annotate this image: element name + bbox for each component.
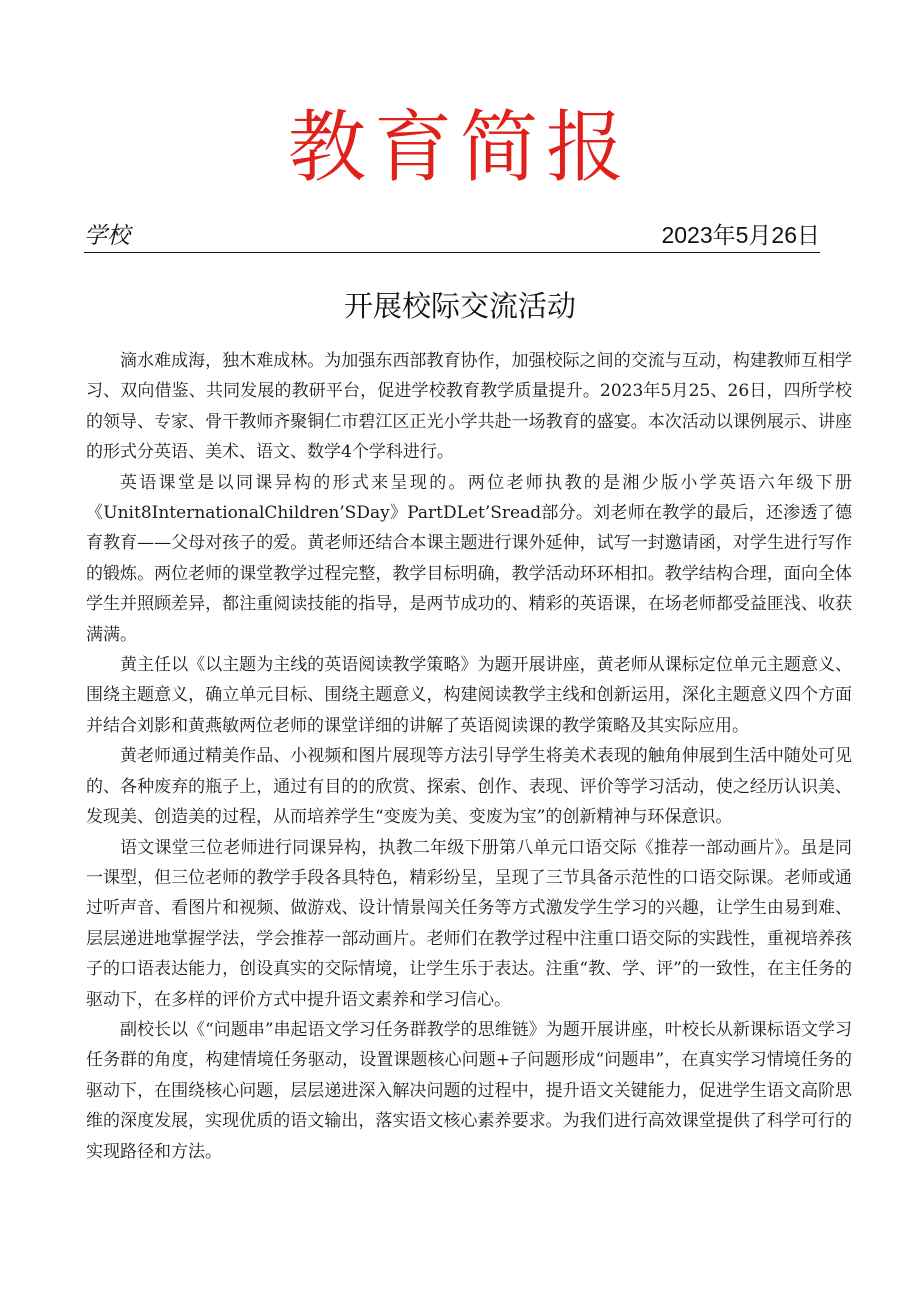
paragraph-art-class: 黄老师通过精美作品、小视频和图片展现等方法引导学生将美术表现的触角伸展到生活中随处可见的、各种废弃的瓶子上，通过有目的的欣赏、探索、创作、表现、评价等学习活动，使之经历认识美、发现美、创造美的过程，从而培养学生“变废为美、变废为宝”的创新精神与环保意识。 xyxy=(86,746,852,828)
paragraph-intro: 滴水难成海，独木难成林。为加强东西部教育协作，加强校际之间的交流与互动，构建教师互相学习、双向借鉴、共同发展的教研平台，促进学校教育教学质量提升。2023年5月25、26日，四所学校的领导、专家、骨干教师齐聚铜仁市碧江区正光小学共赴一场教育的盛宴。本次活动以课例展示、讲座的形式分英语、美术、语文、数学4个学科进行。 xyxy=(86,351,852,463)
school-label: 学校 xyxy=(84,223,130,249)
paragraph-english-lecture: 黄主任以《以主题为主线的英语阅读教学策略》为题开展讲座，黄老师从课标定位单元主题意义、围绕主题意义，确立单元目标、围绕主题意义，构建阅读教学主线和创新运用，深化主题意义四个方面并结合刘影和黄燕敏两位老师的课堂详细的讲解了英语阅读课的教学策略及其实际应用。 xyxy=(86,655,852,736)
issue-date: 2023年5月26日 xyxy=(661,222,820,248)
info-row xyxy=(84,222,820,253)
paragraph-english-class: 英语课堂是以同课异构的形式来呈现的。两位老师执教的是湘少版小学英语六年级下册《Unit8InternationalChildren’SDay》PartDLet’Sread部分。刘老师在教学的最后，还渗透了德育教育——父母对孩子的爱。黄老师还结合本课主题进行课外延伸，试写一封邀请函，对学生进行写作的锻炼。两位老师的课堂教学过程完整，教学目标明确，教学活动环环相扣。教学结构合理，面向全体学生并照顾差异，都注重阅读技能的指导，是两节成功的、精彩的英语课，在场老师都受益匪浅、收获满满。 xyxy=(86,472,852,645)
paragraph-chinese-lecture: 副校长以《“问题串”串起语文学习任务群教学的思维链》为题开展讲座，叶校长从新课标语文学习任务群的角度，构建情境任务驱动，设置课题核心问题+子问题形成“问题串”，在真实学习情境任务的驱动下，在围绕核心问题，层层递进深入解决问题的过程中，提升语文关键能力，促进学生语文高阶思维的深度发展，实现优质的语文输出，落实语文核心素养要求。为我们进行高效课堂提供了科学可行的实现路径和方法。 xyxy=(86,1019,852,1162)
masthead-title: 教育简报 xyxy=(287,103,632,193)
paragraph-chinese-class: 语文课堂三位老师进行同课异构，执教二年级下册第八单元口语交际《推荐一部动画片》。虽是同一课型，但三位老师的教学手段各具特色，精彩纷呈，呈现了三节具备示范性的口语交际课。老师或通过听声音、看图片和视频、做游戏、设计情景闯关任务等方式激发学生学习的兴趣，让学生由易到难、层层递进地掌握学法，学会推荐一部动画片。老师们在教学过程中注重口语交际的实践性，重视培养孩子的口语表达能力，创设真实的交际情境，让学生乐于表达。注重“教、学、评”的一致性，在主任务的驱动下，在多样的评价方式中提升语文素养和学习信心。 xyxy=(86,837,852,1010)
article-title: 开展校际交流活动 xyxy=(343,289,576,323)
article-body xyxy=(86,346,852,1167)
